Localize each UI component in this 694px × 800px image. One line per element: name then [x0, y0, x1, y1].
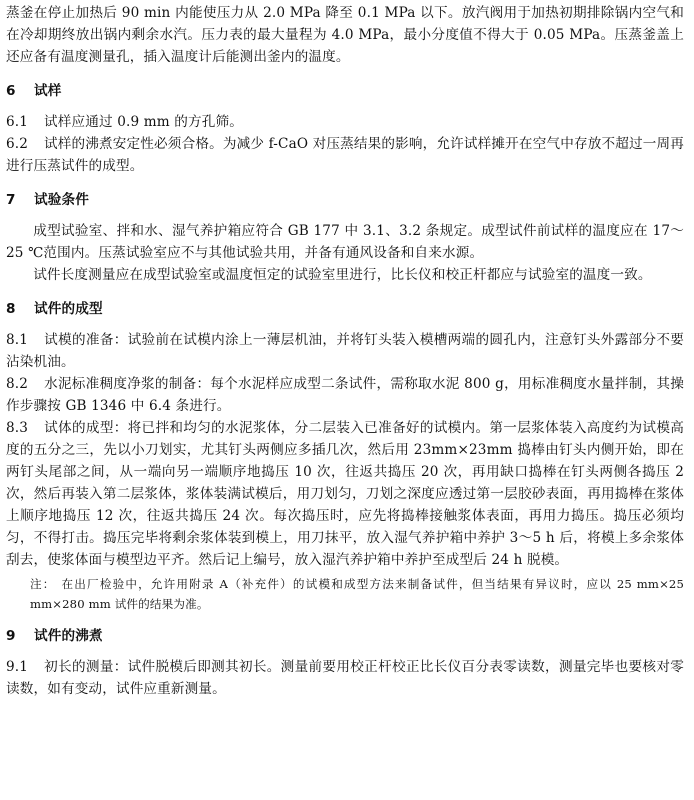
clause-8-1	[6, 329, 684, 373]
clause-text: 试体的成型：将已拌和均匀的水泥浆体，分二层装入已准备好的试模内。第一层浆体装入高度约为试模高度的五分之三，先以小刀划实，尤其钉头两侧应多插几次，然后用 23mm×23mm 捣棒由钉头内侧开始，即在两钉头尾部之间，从一端向另一端顺序地捣压 10 次，往返共捣压 20 次，再用缺口捣棒在钉头两侧各捣压 2 次，然后再装入第二层浆体，浆体装满试模后，用刀划匀，刀划之深度应透过第一层胶砂表面，再用捣棒在浆体上顺序地捣压 12 次，往返共捣压 24 次。每次捣压时，应先将捣棒接触浆体表面，再用力捣压。捣压必须均匀，不得打击。捣压完毕将剩余浆体装到模上，用刀抹平，放入湿气养护箱中养护 3～5 h 后，将模上多余浆体刮去，使浆体面与模型边平齐。然后记上编号，放入湿汽养护箱中养护至成型后 24 h 脱模。	[6, 420, 684, 568]
section-7-paragraph-1: 成型试验室、拌和水、湿气养护箱应符合 GB 177 中 3.1、3.2 条规定。成型试件前试样的温度应在 17～25 ℃范围内。压蒸试验室应不与其他试验共用，并备有通风设备和自来水源。	[6, 223, 684, 261]
section-title: 试样	[34, 83, 62, 99]
clause-text: 水泥标准稠度净浆的制备：每个水泥样应成型二条试件，需称取水泥 800 g，用标准稠度水量拌制，其操作步骤按 GB 1346 中 6.4 条进行。	[6, 376, 684, 414]
section-7-heading	[6, 189, 684, 211]
clause-text: 试模的准备：试验前在试模内涂上一薄层机油，并将钉头装入模槽两端的圆孔内，注意钉头外露部分不要沾染机油。	[6, 332, 684, 370]
section-title: 试件的成型	[34, 301, 103, 317]
section-8-note	[6, 574, 684, 614]
section-6-heading	[6, 80, 684, 102]
clause-6-2	[6, 133, 684, 177]
clause-number: 9.1	[6, 659, 29, 675]
clause-text: 试样应通过 0.9 mm 的方孔筛。	[44, 114, 243, 130]
section-8-heading	[6, 298, 684, 320]
section-number: 8	[6, 301, 16, 317]
clause-8-3	[6, 417, 684, 571]
section-title: 试验条件	[34, 192, 89, 208]
clause-number: 8.1	[6, 332, 29, 348]
clause-text: 试样的沸煮安定性必须合格。为减少 f-CaO 对压蒸结果的影响，允许试样摊开在空气中存放不超过一周再进行压蒸试件的成型。	[6, 136, 684, 174]
section-number: 9	[6, 628, 16, 644]
clause-number: 8.2	[6, 376, 29, 392]
clause-9-1	[6, 656, 684, 700]
note-text: 在出厂检验中，允许用附录 A（补充件）的试模和成型方法来制备试件，但当结果有异议时，应以 25 mm×25 mm×280 mm 试件的结果为准。	[30, 577, 684, 611]
clause-text: 初长的测量：试件脱模后即测其初长。测量前要用校正杆校正比长仪百分表零读数，测量完毕也要核对零读数，如有变动，试件应重新测量。	[6, 659, 684, 697]
clause-number: 8.3	[6, 420, 29, 436]
section-number: 7	[6, 192, 16, 208]
clause-6-1	[6, 111, 684, 133]
section-7-paragraph-2: 试件长度测量应在成型试验室或温度恒定的试验室里进行，比长仪和校正杆都应与试验室的温度一致。	[33, 267, 652, 283]
section-9-heading	[6, 625, 684, 647]
section-title: 试件的沸煮	[34, 628, 103, 644]
clause-number: 6.1	[6, 114, 29, 130]
clause-number: 6.2	[6, 136, 29, 152]
section-number: 6	[6, 83, 16, 99]
clause-8-2	[6, 373, 684, 417]
note-label: 注：	[30, 577, 56, 591]
intro-paragraph: 蒸釜在停止加热后 90 min 内能使压力从 2.0 MPa 降至 0.1 MPa 以下。放汽阀用于加热初期排除锅内空气和在冷却期终放出锅内剩余水汽。压力表的最大量程为 4.0 MPa，最小分度值不得大于 0.05 MPa。压蒸釜盖上还应备有温度测量孔，插入温度计后能测出釜内的温度。	[6, 5, 684, 65]
